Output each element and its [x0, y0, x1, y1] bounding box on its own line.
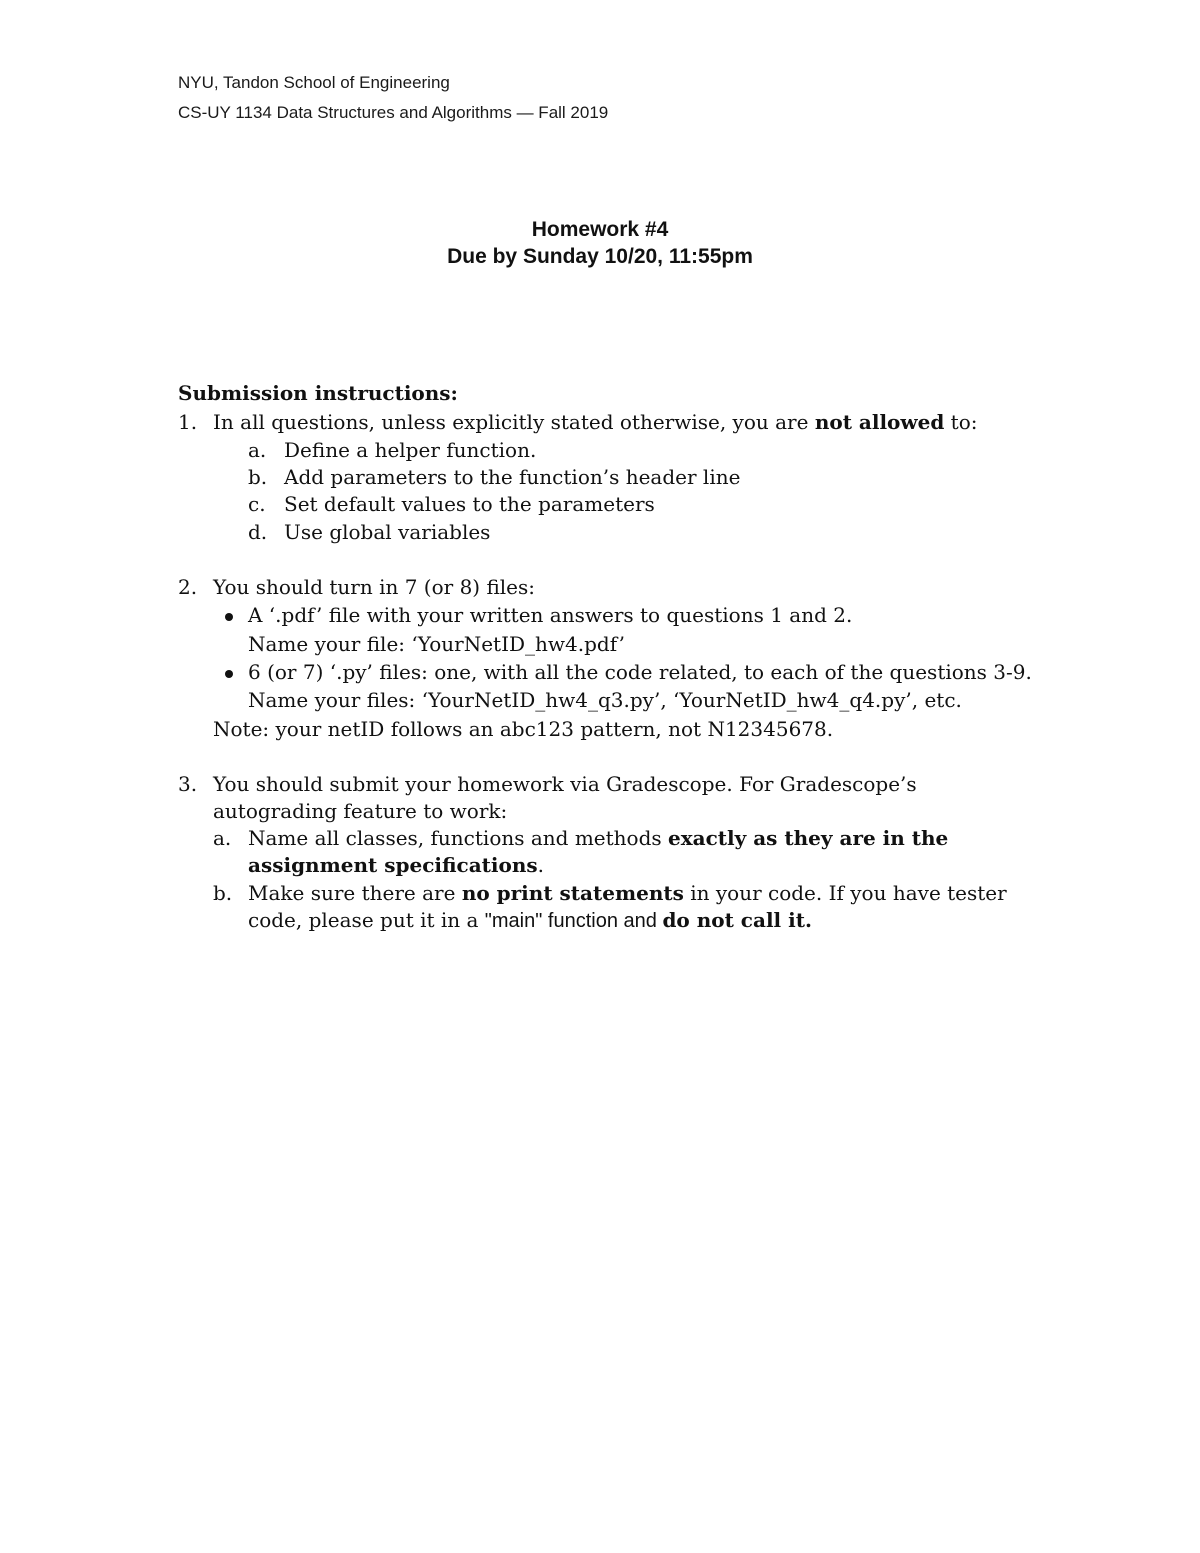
item-3b-text-before: Make sure there are — [248, 881, 462, 905]
item-3b-line-2-after: . — [804, 908, 812, 932]
school-name: NYU, Tandon School of Engineering — [178, 73, 450, 92]
item-3a-text-bold-1: exactly as they are in the — [668, 826, 949, 850]
due-date: Due by Sunday 10/20, 11:55pm — [447, 245, 753, 268]
homework-title: Homework #4 — [531, 218, 669, 241]
item-2-text: You should turn in 7 (or 8) files: — [213, 575, 536, 599]
item-3a-label: a. — [213, 826, 232, 850]
item-2-bullet-2-line-1: 6 (or 7) ‘.py’ files: one, with all the code related, to each of the questions 3-9. — [248, 660, 1032, 684]
item-1-text-bold: not allowed — [814, 410, 945, 434]
item-2-number: 2. — [178, 575, 198, 599]
item-1b-text: Add parameters to the function’s header line — [284, 465, 741, 489]
item-3a-line-2 — [248, 853, 544, 877]
item-3a-text-bold-2: assignment specifications — [248, 853, 538, 877]
item-1b-label: b. — [248, 465, 268, 489]
item-2-bullet-2-line-2: Name your files: ‘YourNetID_hw4_q3.py’, ‘YourNetID_hw4_q4.py’, etc. — [248, 688, 962, 712]
item-2-bullet-1-line-2: Name your file: ‘YourNetID_hw4.pdf’ — [248, 632, 625, 656]
item-3b-line-2-bold: do not call it — [662, 908, 805, 932]
item-3-line-2: autograding feature to work: — [213, 799, 508, 823]
item-1-text — [213, 410, 978, 434]
item-1c-label: c. — [248, 492, 266, 516]
item-1a-label: a. — [248, 438, 267, 462]
item-3b-text-after: in your code. If you have tester — [683, 881, 1007, 905]
bullet-icon — [225, 613, 233, 621]
item-1d-text: Use global variables — [284, 520, 491, 544]
item-3b-text-bold: no print statements — [461, 881, 684, 905]
course-name: CS-UY 1134 Data Structures and Algorithms — Fall 2019 — [178, 103, 609, 122]
item-1-text-after: to: — [944, 410, 978, 434]
item-1a-text: Define a helper function. — [284, 438, 537, 462]
item-1-text-before: In all questions, unless explicitly stated otherwise, you are — [213, 410, 815, 434]
item-3b-line-2-sans: "main" function and — [484, 910, 663, 932]
item-1c-text: Set default values to the parameters — [284, 492, 655, 516]
bullet-icon — [225, 670, 233, 678]
item-3b-line-2 — [248, 908, 812, 933]
item-2-bullet-1-line-1: A ‘.pdf’ file with your written answers to questions 1 and 2. — [248, 603, 853, 627]
item-3a-text-after: . — [537, 853, 544, 877]
item-1-number: 1. — [178, 410, 198, 434]
item-3b-line-2-before: code, please put it in a — [248, 908, 485, 932]
item-3-line-1: You should submit your homework via Gradescope. For Gradescope’s — [213, 772, 917, 796]
item-3a-line-1 — [248, 826, 948, 850]
item-3b-line-1 — [248, 881, 1007, 905]
item-3a-text-before: Name all classes, functions and methods — [248, 826, 669, 850]
item-2-note: Note: your netID follows an abc123 pattern, not N12345678. — [213, 717, 834, 741]
item-3-number: 3. — [178, 772, 198, 796]
item-3b-label: b. — [213, 881, 233, 905]
submission-heading: Submission instructions: — [178, 381, 458, 405]
item-1d-label: d. — [248, 520, 268, 544]
